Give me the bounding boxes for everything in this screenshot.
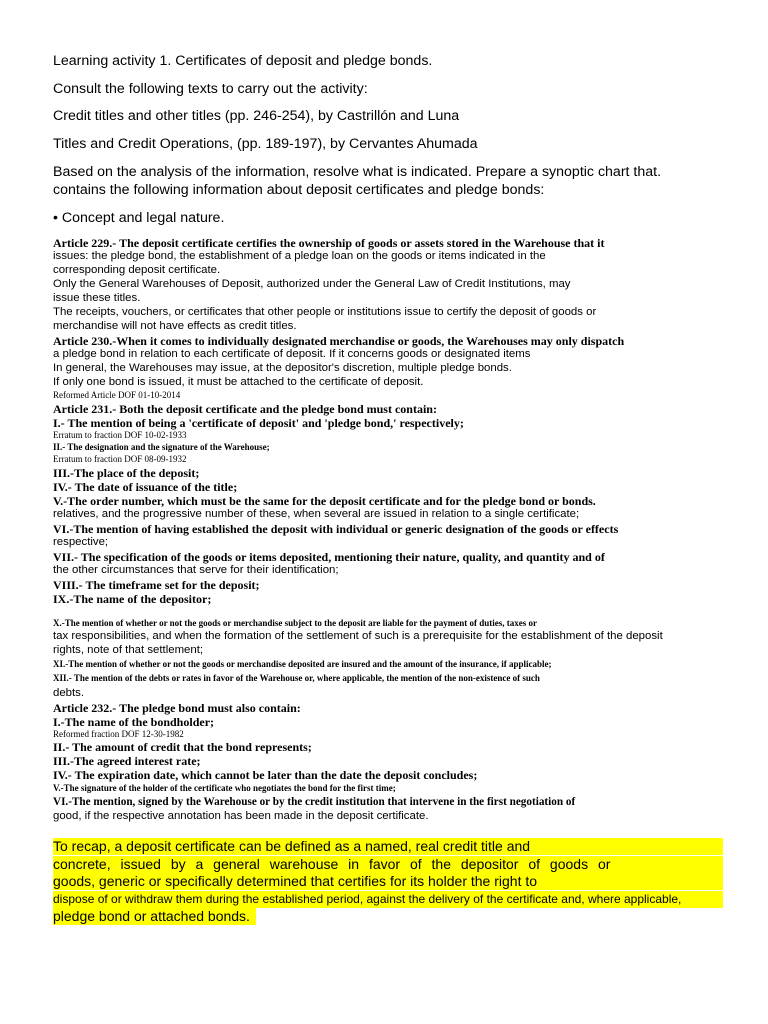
- erratum-note: Erratum to fraction DOF 10-02-1933: [53, 430, 187, 440]
- article-231-fraction: II.- The designation and the signature of the Warehouse;: [53, 442, 270, 452]
- article-229-text: merchandise will not have effects as credit titles.: [53, 320, 297, 332]
- article-231-fraction: XII.- The mention of the debts or rates in favor of the Warehouse or, where applicable, the mention of the non-existence of such: [53, 673, 540, 683]
- article-231-heading: Article 231.- Both the deposit certificate and the pledge bond must contain:: [53, 402, 437, 416]
- article-231-fraction: XI.-The mention of whether or not the goods or merchandise deposited are insured and the amount of the insurance, if applicable;: [53, 659, 552, 669]
- bullet-concept: • Concept and legal nature.: [53, 210, 225, 226]
- task-instruction-line-1: Based on the analysis of the information, resolve what is indicated. Prepare a synoptic chart that.: [53, 164, 662, 180]
- article-231-fraction: I.- The mention of being a 'certificate of deposit' and 'pledge bond,' respectively;: [53, 416, 464, 430]
- article-232-heading: Article 232.- The pledge bond must also contain:: [53, 701, 301, 715]
- article-232-fraction: I.-The name of the bondholder;: [53, 715, 215, 729]
- recap-line: To recap, a deposit certificate can be defined as a named, real credit title and: [53, 838, 723, 855]
- recap-line: goods, generic or specifically determined that certifies for its holder the right to: [53, 873, 723, 890]
- article-231-fraction: IX.-The name of the depositor;: [53, 592, 212, 606]
- article-231-text: relatives, and the progressive number of these, when several are issued in relation to a single certificate;: [53, 508, 580, 520]
- article-231-fraction: VIII.- The timeframe set for the deposit;: [53, 578, 260, 592]
- consult-instruction: Consult the following texts to carry out the activity:: [53, 81, 368, 97]
- article-231-text: respective;: [53, 536, 109, 548]
- article-231-fraction: VII.- The specification of the goods or items deposited, mentioning their nature, quality, and quantity and of: [53, 550, 605, 564]
- erratum-note: Erratum to fraction DOF 08-09-1932: [53, 454, 187, 464]
- article-232-fraction: III.-The agreed interest rate;: [53, 754, 201, 768]
- recap-line: dispose of or withdraw them during the established period, against the delivery of the certificate and, where applicable,: [53, 892, 682, 906]
- article-230-text: a pledge bond in relation to each certificate of deposit. If it concerns goods or designated items: [53, 348, 531, 360]
- article-231-fraction: V.-The order number, which must be the same for the deposit certificate and for the pledge bond or bonds.: [53, 494, 596, 508]
- article-232-fraction: VI.-The mention, signed by the Warehouse or by the credit institution that intervene in the first negotiation of: [53, 796, 576, 808]
- article-231-text: rights, note of that settlement;: [53, 644, 204, 656]
- article-232-fraction: IV.- The expiration date, which cannot be later than the date the deposit concludes;: [53, 768, 478, 782]
- reference-2: Titles and Credit Operations, (pp. 189-197), by Cervantes Ahumada: [53, 136, 478, 152]
- reform-note: Reformed fraction DOF 12-30-1982: [53, 729, 184, 739]
- article-229-text: corresponding deposit certificate.: [53, 264, 221, 276]
- article-229-text: issues: the pledge bond, the establishment of a pledge loan on the goods or items indicated in the: [53, 250, 546, 262]
- article-229-text: Only the General Warehouses of Deposit, authorized under the General Law of Credit Institutions, may: [53, 278, 571, 290]
- article-232-text: good, if the respective annotation has been made in the deposit certificate.: [53, 810, 429, 822]
- article-232-fraction: II.- The amount of credit that the bond represents;: [53, 740, 312, 754]
- article-231-text: the other circumstances that serve for their identification;: [53, 564, 339, 576]
- activity-title: Learning activity 1. Certificates of deposit and pledge bonds.: [53, 53, 433, 69]
- article-230-text: In general, the Warehouses may issue, at the depositor's discretion, multiple pledge bonds.: [53, 362, 512, 374]
- article-229-text: issue these titles.: [53, 292, 141, 304]
- recap-line: concrete, issued by a general warehouse in favor of the depositor of goods or: [53, 856, 723, 873]
- article-231-fraction: III.-The place of the deposit;: [53, 466, 200, 480]
- article-229-text: The receipts, vouchers, or certificates that other people or institutions issue to certify the deposit of goods or: [53, 306, 597, 318]
- reference-1: Credit titles and other titles (pp. 246-254), by Castrillón and Luna: [53, 108, 460, 124]
- task-instruction-line-2: contains the following information about deposit certificates and pledge bonds:: [53, 182, 545, 198]
- reform-note: Reformed Article DOF 01-10-2014: [53, 390, 181, 400]
- article-231-text: tax responsibilities, and when the formation of the settlement of such is a prerequisite for the establishment of the deposit: [53, 630, 663, 642]
- article-229-heading: Article 229.- The deposit certificate certifies the ownership of goods or assets stored in the Warehouse that it: [53, 236, 605, 250]
- recap-line: pledge bond or attached bonds.: [53, 908, 256, 925]
- article-231-text: debts.: [53, 687, 85, 699]
- article-232-fraction: V.-The signature of the holder of the certificate who negotiates the bond for the first time;: [53, 783, 396, 793]
- article-230-text: If only one bond is issued, it must be attached to the certificate of deposit.: [53, 376, 424, 388]
- article-231-fraction: VI.-The mention of having established the deposit with individual or generic designation of the goods or effects: [53, 522, 619, 536]
- article-231-fraction: IV.- The date of issuance of the title;: [53, 480, 238, 494]
- article-231-fraction: X.-The mention of whether or not the goods or merchandise subject to the deposit are liable for the payment of duties, taxes or: [53, 618, 537, 628]
- article-230-heading: Article 230.-When it comes to individually designated merchandise or goods, the Warehouses may only dispatch: [53, 334, 625, 348]
